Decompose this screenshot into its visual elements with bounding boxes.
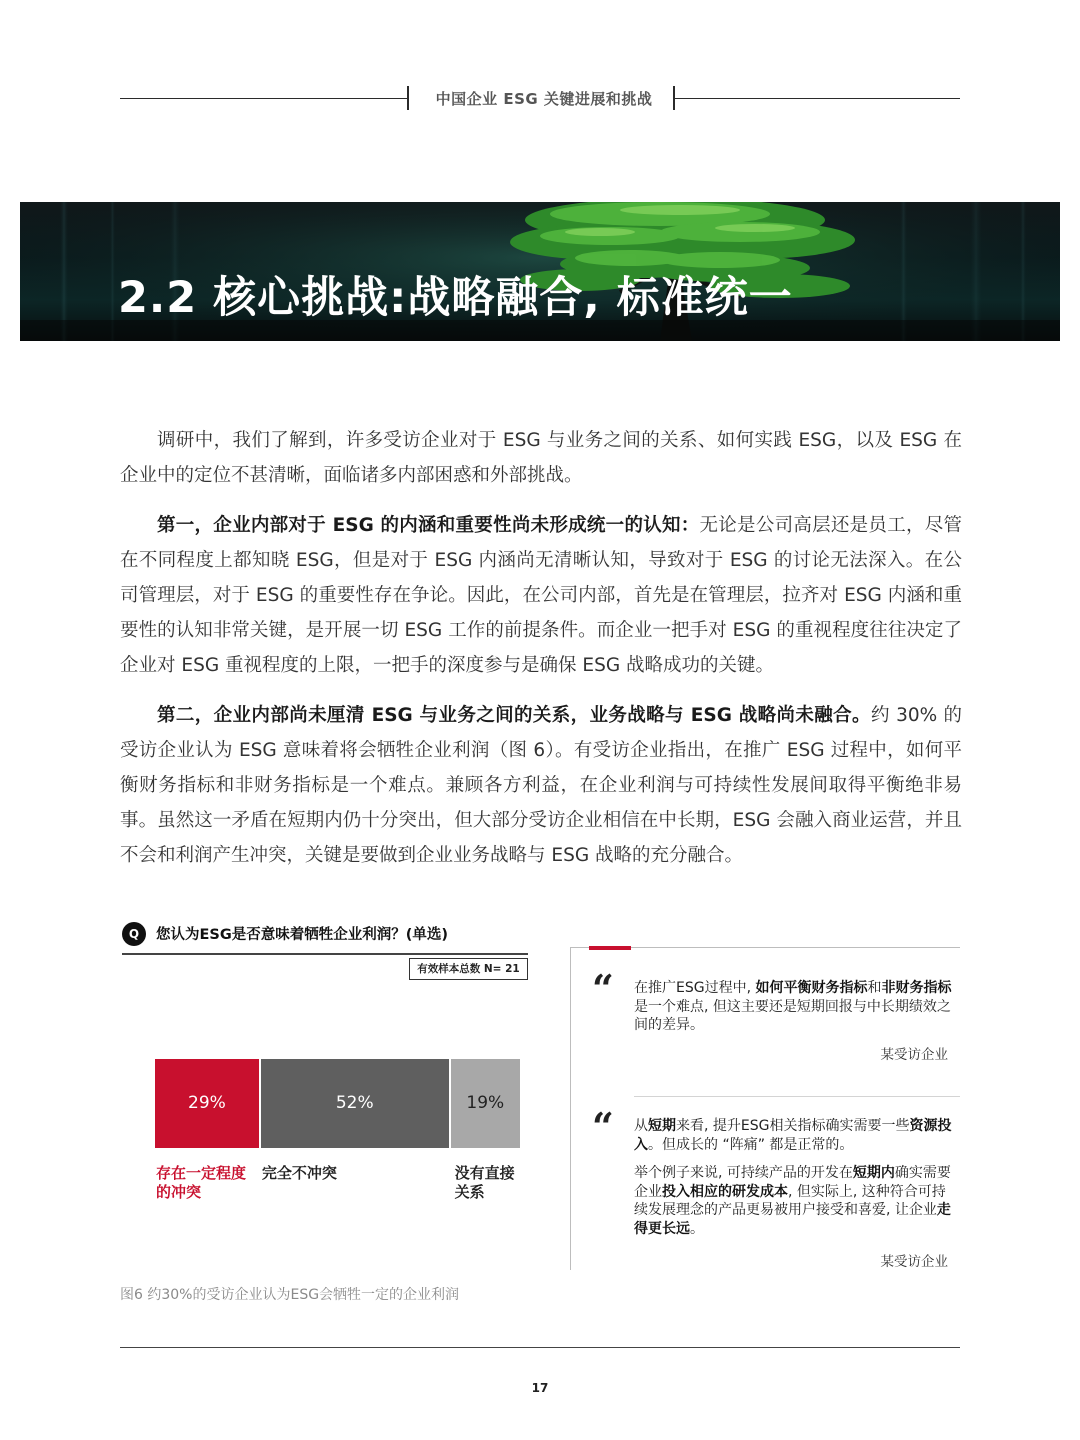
quote-2-text xyxy=(634,1117,956,1154)
quote-1-run: 如何平衡财务指标 xyxy=(755,980,868,996)
section-banner xyxy=(20,202,1060,341)
bar-segment xyxy=(155,1059,259,1148)
quote-2-example-run: 短期内 xyxy=(852,1165,895,1181)
bar-segment xyxy=(451,1059,520,1148)
quote-1-run: 在推广ESG过程中, xyxy=(634,980,756,996)
paragraph-first-challenge xyxy=(120,508,962,683)
page-number: 17 xyxy=(531,1381,549,1395)
paragraph-first-text: 无论是公司高层还是员工，尽管在不同程度上都知晓 ESG，但是对于 ESG 内涵尚无清晰认知，导致对于 ESG 的讨论无法深入。在公司管理层，对于 ESG 的重要性存在争论。因此，在公司内部，首先是在管理层，拉齐对 ESG 内涵和重要性的认知非常关键，是开展一切 ESG 工作的前提条件。而企业一把手对 ESG 的重视程度往往决定了企业对 ESG 重视程度的上限，一把手的深度参与是确保 ESG 战略成功的关键。 xyxy=(120,515,962,676)
quote-separator xyxy=(634,1096,960,1097)
section-title: 2.2 核心挑战:战略融合, 标准统一 xyxy=(118,273,793,323)
category-label: 完全不冲突 xyxy=(261,1164,337,1182)
quote-panel-left-rule xyxy=(570,947,571,1270)
bar-value-label: 52% xyxy=(335,1093,374,1113)
quote-2-run: 来看, 提升ESG相关指标确实需要一些 xyxy=(676,1118,910,1134)
bar-segment xyxy=(261,1059,449,1148)
quote-2-example-run: 走得更长远 xyxy=(634,1202,951,1237)
quote-mark-icon: “ xyxy=(592,1104,614,1149)
quote-2-example-run: 。 xyxy=(690,1220,704,1237)
paragraph-first-heading: 第一，企业内部对于 ESG 的内涵和重要性尚未形成统一的认知： xyxy=(157,515,700,536)
quote-2-example-run: 举个例子来说, 可持续产品的开发在 xyxy=(634,1165,853,1181)
header-tick-left xyxy=(407,86,409,110)
header-rule-right xyxy=(674,98,960,99)
quote-1-run: 和 xyxy=(867,980,882,996)
quote-2-example-run: 投入相应的研发成本 xyxy=(662,1183,788,1200)
quote-2-example-run: 确实需要企业 xyxy=(634,1165,951,1200)
running-header: 中国企业 ESG 关键进展和挑战 xyxy=(435,90,653,108)
paragraph-intro xyxy=(120,423,962,493)
question-underline xyxy=(122,953,528,955)
quote-2-run: 。但成长的 “阵痛” 都是正常的。 xyxy=(648,1136,854,1153)
survey-question: 您认为ESG是否意味着牺牲企业利润？(单选) xyxy=(156,927,449,943)
paragraph-intro-text: 调研中，我们了解到，许多受访企业对于 ESG 与业务之间的关系、如何实践 ESG，以及 ESG 在企业中的定位不甚清晰，面临诸多内部困惑和外部挑战。 xyxy=(120,430,962,486)
figure-caption: 图6 约30%的受访企业认为ESG会牺牲一定的企业利润 xyxy=(120,1287,460,1303)
category-label: 存在一定程度的冲突 xyxy=(156,1164,247,1201)
quote-2-example xyxy=(634,1164,956,1238)
sample-size-box: 有效样本总数 N= 21 xyxy=(409,958,528,980)
header-rule-left xyxy=(120,98,408,99)
quote-2-source: 某受访企业 xyxy=(880,1254,948,1270)
quote-2-run: 短期 xyxy=(648,1118,676,1134)
quote-1-run: 非财务指标 xyxy=(881,980,952,996)
quote-2-example-run: , 但实际上, 这种符合可持续发展理念的产品更易被用户接受和喜爱, 让企业 xyxy=(634,1183,946,1218)
footer-rule xyxy=(120,1347,960,1348)
paragraph-second-challenge xyxy=(120,698,962,873)
question-badge: Q xyxy=(122,922,146,946)
category-label: 没有直接关系 xyxy=(454,1164,515,1201)
quote-2-run: 资源投入 xyxy=(634,1118,952,1153)
quote-1-text xyxy=(634,979,956,1035)
quote-2-run: 从 xyxy=(634,1118,648,1134)
bar-value-label: 19% xyxy=(466,1093,505,1113)
quote-panel-accent xyxy=(589,946,631,950)
quote-1-source: 某受访企业 xyxy=(880,1047,948,1063)
quote-1-run: 是一个难点, 但这主要还是短期回报与中长期绩效之间的差异。 xyxy=(634,998,951,1033)
quote-mark-icon: “ xyxy=(592,966,614,1011)
paragraph-second-text: 约 30% 的受访企业认为 ESG 意味着将会牺牲企业利润（图 6）。有受访企业指出，在推广 ESG 过程中，如何平衡财务指标和非财务指标是一个难点。兼顾各方利益，在企业利润与可持续性发展间取得平衡绝非易事。虽然这一矛盾在短期内仍十分突出，但大部分受访企业相信在中长期，ESG 会融入商业运营，并且不会和利润产生冲突，关键是要做到企业业务战略与 ESG 战略的充分融合。 xyxy=(120,705,962,866)
paragraph-second-heading: 第二，企业内部尚未厘清 ESG 与业务之间的关系，业务战略与 ESG 战略尚未融合。 xyxy=(157,705,871,726)
bar-value-label: 29% xyxy=(188,1093,226,1113)
